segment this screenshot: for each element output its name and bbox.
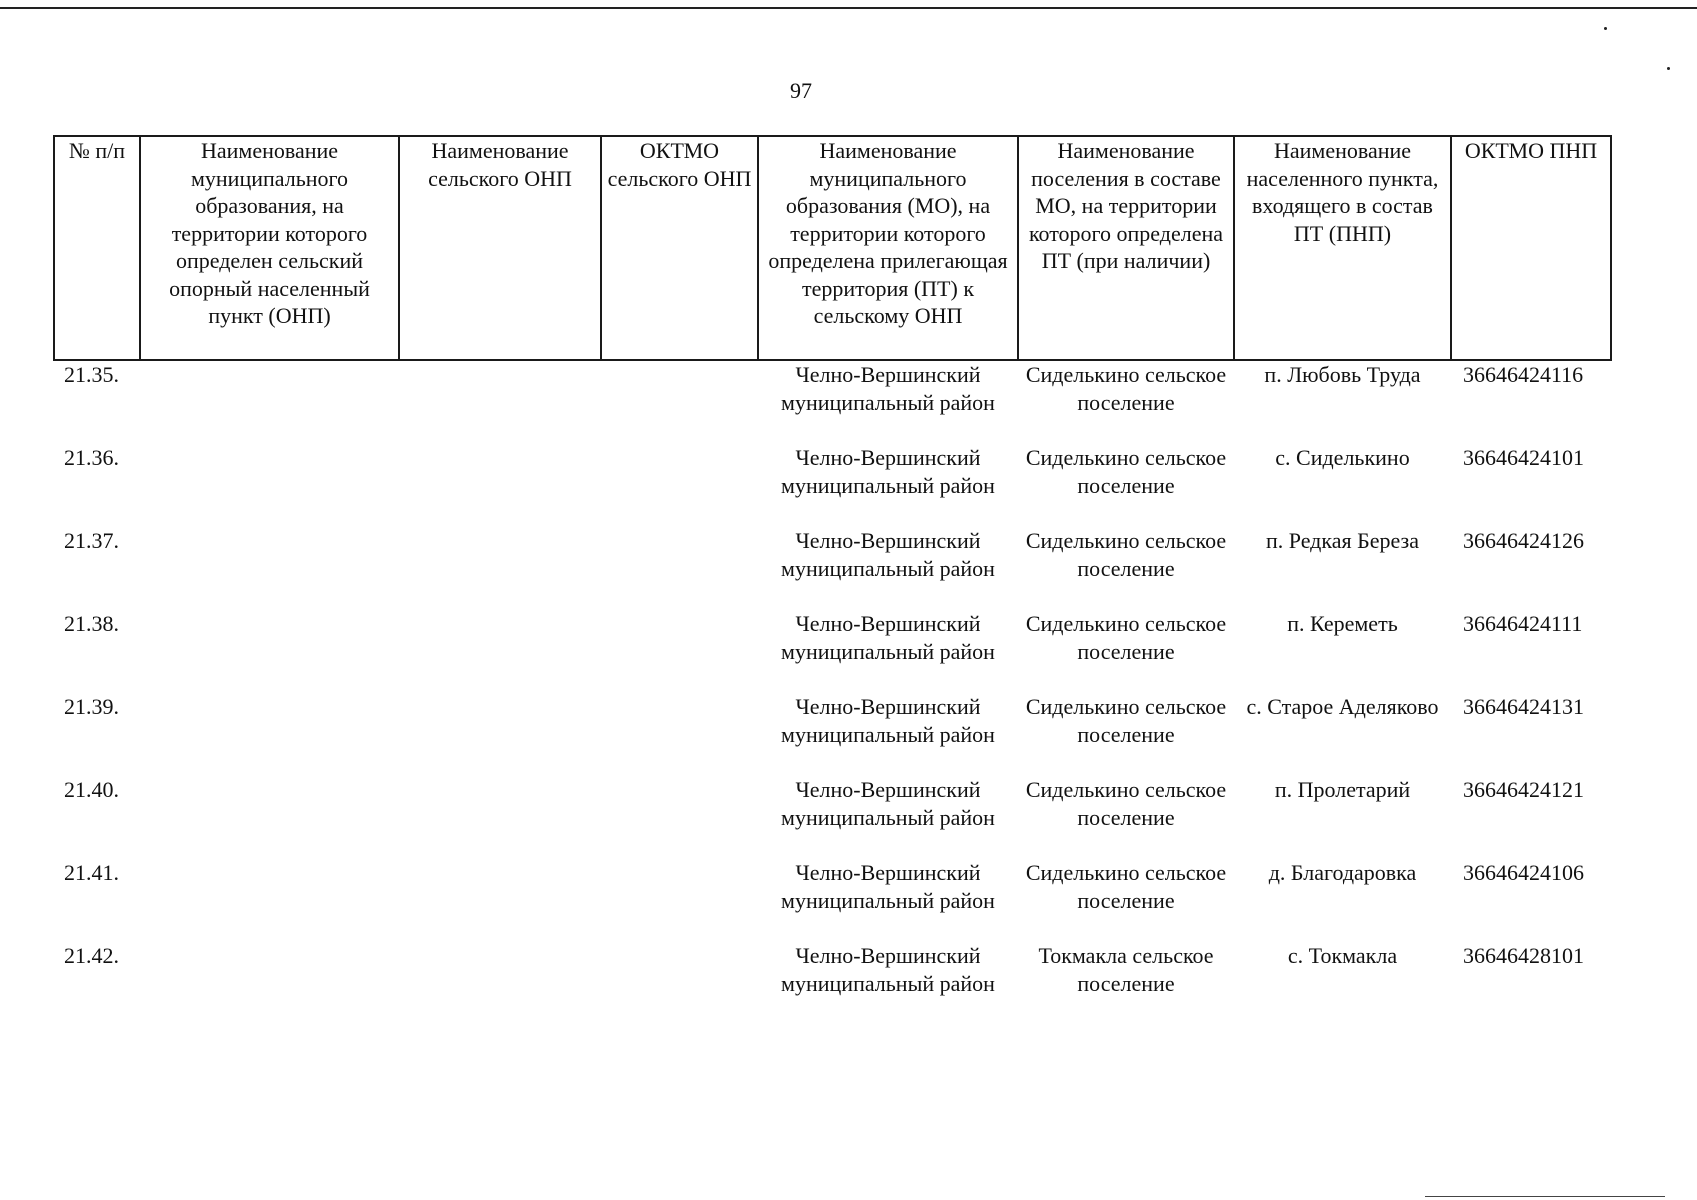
header-municipality-onp: Наименование муниципального образования, на территории которого определен сельский опорный населенный пункт (ОНП) xyxy=(140,136,399,360)
cell-pnp-name: д. Благодаровка xyxy=(1268,860,1417,885)
cell-oktmo-onp xyxy=(601,610,758,693)
cell-settlement: Сиделькино сельское поселение xyxy=(1025,362,1227,415)
cell-municipality-onp xyxy=(140,610,399,693)
cell-oktmo-pnp: 36646424126 xyxy=(1463,528,1584,553)
cell-municipality-pt: Челно-Вершинский муниципальный район xyxy=(781,777,995,830)
cell-settlement: Сиделькино сельское поселение xyxy=(1025,777,1227,830)
cell-rural-onp-name xyxy=(399,527,601,610)
cell-municipality-pt: Челно-Вершинский муниципальный район xyxy=(781,694,995,747)
scan-speck xyxy=(1667,67,1670,70)
cell-municipality-onp xyxy=(140,360,399,444)
header-municipality-pt: Наименование муниципального образования (МО), на территории которого определена прилегающая территория (ПТ) к сельскому ОНП xyxy=(758,136,1018,360)
cell-pnp-name: п. Редкая Береза xyxy=(1265,528,1419,553)
row-number: 21.36. xyxy=(64,445,119,470)
cell-settlement: Сиделькино сельское поселение xyxy=(1025,528,1227,581)
cell-rural-onp-name xyxy=(399,610,601,693)
cell-municipality-onp xyxy=(140,859,399,942)
cell-municipality-onp xyxy=(140,527,399,610)
header-number: № п/п xyxy=(54,136,140,360)
cell-oktmo-onp xyxy=(601,776,758,859)
cell-oktmo-onp xyxy=(601,360,758,444)
scan-bottom-edge-line xyxy=(1425,1196,1665,1197)
cell-municipality-onp xyxy=(140,776,399,859)
cell-oktmo-pnp: 36646424131 xyxy=(1463,694,1584,719)
row-number: 21.42. xyxy=(64,943,119,968)
cell-oktmo-onp xyxy=(601,444,758,527)
settlements-table xyxy=(53,135,1612,1025)
cell-settlement: Токмакла сельское поселение xyxy=(1038,943,1214,996)
table-row xyxy=(54,444,1611,527)
table-row xyxy=(54,610,1611,693)
table-header-row xyxy=(54,136,1611,360)
cell-municipality-pt: Челно-Вершинский муниципальный район xyxy=(781,528,995,581)
cell-oktmo-onp xyxy=(601,859,758,942)
cell-rural-onp-name xyxy=(399,444,601,527)
cell-oktmo-onp xyxy=(601,527,758,610)
row-number: 21.35. xyxy=(64,362,119,387)
cell-pnp-name: п. Пролетарий xyxy=(1274,777,1411,802)
cell-settlement: Сиделькино сельское поселение xyxy=(1025,445,1227,498)
scan-speck xyxy=(1604,27,1607,30)
table-row xyxy=(54,776,1611,859)
cell-oktmo-onp xyxy=(601,693,758,776)
cell-municipality-pt: Челно-Вершинский муниципальный район xyxy=(781,860,995,913)
cell-oktmo-pnp: 36646424121 xyxy=(1463,777,1584,802)
scan-top-edge-line xyxy=(0,7,1697,9)
cell-pnp-name: п. Любовь Труда xyxy=(1264,362,1421,387)
table-row xyxy=(54,859,1611,942)
header-oktmo-pnp: ОКТМО ПНП xyxy=(1451,136,1611,360)
cell-settlement: Сиделькино сельское поселение xyxy=(1025,694,1227,747)
cell-pnp-name: с. Старое Аделяково xyxy=(1246,694,1439,719)
cell-municipality-pt: Челно-Вершинский муниципальный район xyxy=(781,611,995,664)
cell-municipality-onp xyxy=(140,942,399,1025)
table-row xyxy=(54,942,1611,1025)
cell-pnp-name: с. Сиделькино xyxy=(1275,445,1410,470)
cell-rural-onp-name xyxy=(399,693,601,776)
row-number: 21.40. xyxy=(64,777,119,802)
cell-municipality-pt: Челно-Вершинский муниципальный район xyxy=(781,943,995,996)
header-settlement: Наименование поселения в составе МО, на территории которого определена ПТ (при наличии) xyxy=(1018,136,1234,360)
cell-municipality-pt: Челно-Вершинский муниципальный район xyxy=(781,362,995,415)
cell-oktmo-pnp: 36646428101 xyxy=(1463,943,1584,968)
table-row xyxy=(54,527,1611,610)
cell-settlement: Сиделькино сельское поселение xyxy=(1025,611,1227,664)
cell-municipality-onp xyxy=(140,693,399,776)
cell-municipality-onp xyxy=(140,444,399,527)
cell-oktmo-pnp: 36646424116 xyxy=(1463,362,1584,387)
row-number: 21.39. xyxy=(64,694,119,719)
cell-pnp-name: с. Токмакла xyxy=(1287,943,1398,968)
header-oktmo-onp: ОКТМО сельского ОНП xyxy=(601,136,758,360)
row-number: 21.41. xyxy=(64,860,119,885)
cell-rural-onp-name xyxy=(399,776,601,859)
cell-settlement: Сиделькино сельское поселение xyxy=(1025,860,1227,913)
header-pnp-name: Наименование населенного пункта, входящего в состав ПТ (ПНП) xyxy=(1234,136,1451,360)
cell-pnp-name: п. Кереметь xyxy=(1287,611,1398,636)
cell-oktmo-pnp: 36646424101 xyxy=(1463,445,1584,470)
table-row xyxy=(54,693,1611,776)
cell-oktmo-onp xyxy=(601,942,758,1025)
cell-rural-onp-name xyxy=(399,859,601,942)
cell-oktmo-pnp: 36646424106 xyxy=(1463,860,1584,885)
cell-municipality-pt: Челно-Вершинский муниципальный район xyxy=(781,445,995,498)
cell-rural-onp-name xyxy=(399,360,601,444)
row-number: 21.38. xyxy=(64,611,119,636)
page-number: 97 xyxy=(790,78,812,103)
cell-oktmo-pnp: 36646424111 xyxy=(1463,611,1583,636)
header-rural-onp-name: Наименование сельского ОНП xyxy=(399,136,601,360)
row-number: 21.37. xyxy=(64,528,119,553)
table-row xyxy=(54,360,1611,444)
cell-rural-onp-name xyxy=(399,942,601,1025)
